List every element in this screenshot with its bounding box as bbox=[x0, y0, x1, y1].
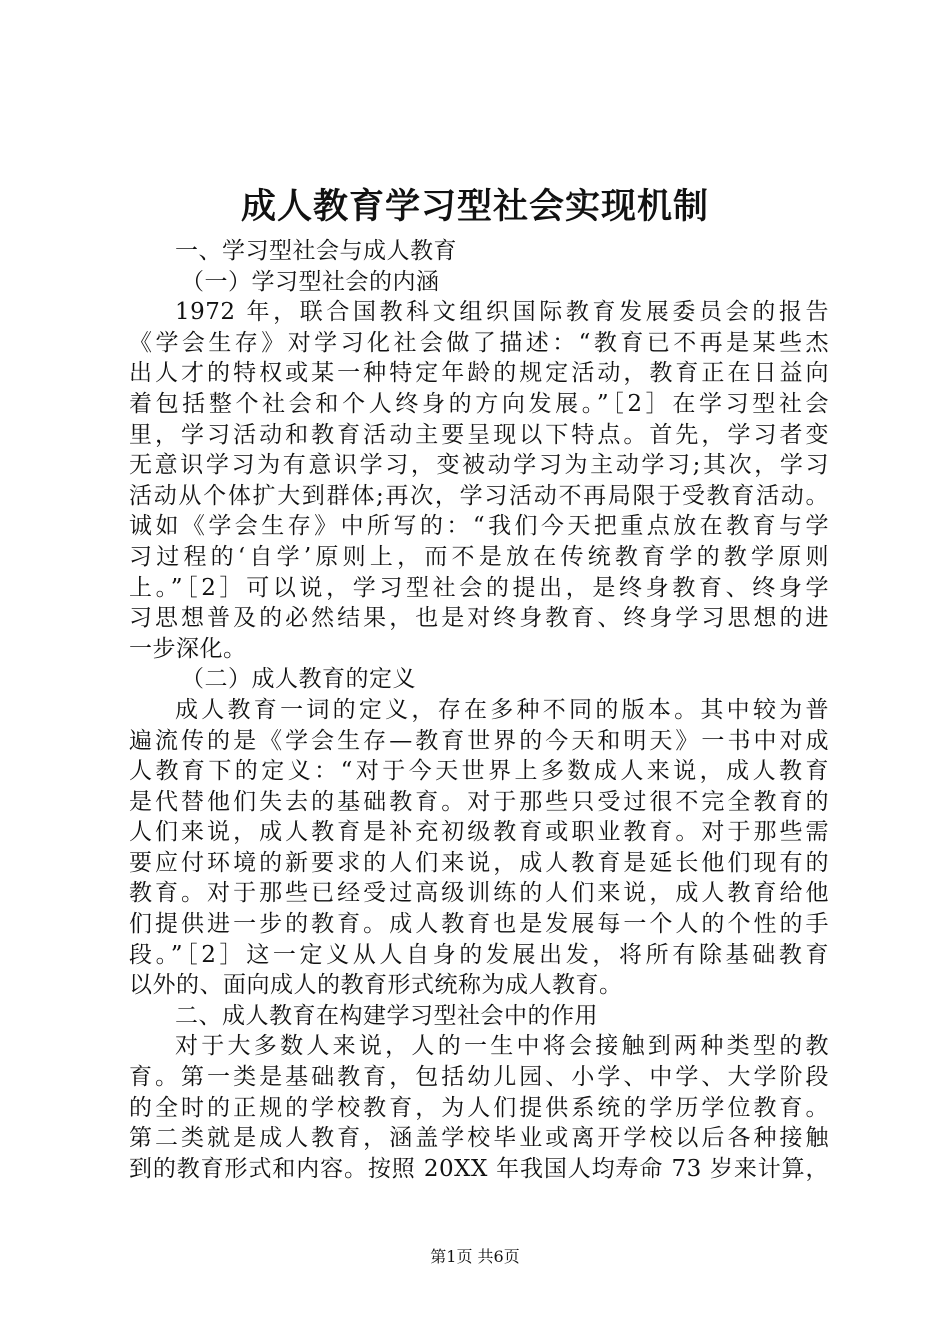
paragraph-line: 习思想普及的必然结果，也是对终身教育、终身学习思想的进 bbox=[129, 605, 829, 632]
paragraph-line: 出人才的特权或某一种特定年龄的规定活动，教育正在日益向 bbox=[129, 360, 829, 387]
paragraph-line: 到的教育形式和内容。按照 20XX 年我国人均寿命 73 岁来计算， bbox=[129, 1155, 829, 1182]
paragraph-line: 是代替他们失去的基础教育。对于那些只受过很不完全教育的 bbox=[129, 788, 829, 815]
paragraph-line: 诚如《学会生存》中所写的：“我们今天把重点放在教育与学 bbox=[129, 513, 829, 540]
paragraph-line: 对于大多数人来说，人的一生中将会接触到两种类型的教 bbox=[175, 1033, 829, 1060]
paragraph-line: 上。”［2］可以说，学习型社会的提出，是终身教育、终身学 bbox=[129, 574, 829, 601]
paragraph-line: 人教育下的定义：“对于今天世界上多数成人来说，成人教育 bbox=[129, 758, 829, 785]
section-heading-1: 一、学习型社会与成人教育 bbox=[175, 238, 457, 264]
paragraph-line: 段。”［2］这一定义从人自身的发展出发，将所有除基础教育 bbox=[129, 941, 829, 968]
paragraph-line: 无意识学习为有意识学习，变被动学习为主动学习;其次，学习 bbox=[129, 452, 829, 479]
paragraph-line: 里，学习活动和教育活动主要呈现以下特点。首先，学习者变 bbox=[129, 421, 829, 448]
paragraph-line: 育。第一类是基础教育，包括幼儿园、小学、中学、大学阶段 bbox=[129, 1064, 829, 1091]
paragraph-line: 《学会生存》对学习化社会做了描述：“教育已不再是某些杰 bbox=[129, 329, 829, 356]
paragraph-line: 一步深化。 bbox=[129, 635, 247, 662]
page-footer: 第1页 共6页 bbox=[430, 1247, 520, 1266]
paragraph-line: 遍流传的是《学会生存—教育世界的今天和明天》一书中对成 bbox=[129, 727, 829, 754]
paragraph-line: 第二类就是成人教育，涵盖学校毕业或离开学校以后各种接触 bbox=[129, 1125, 829, 1152]
subsection-heading-1: （一）学习型社会的内涵 bbox=[181, 268, 440, 295]
document-body bbox=[129, 236, 829, 1184]
section-heading-2: 二、成人教育在构建学习型社会中的作用 bbox=[175, 1002, 598, 1029]
paragraph-line: 着包括整个社会和个人终身的方向发展。”［2］在学习型社会 bbox=[129, 390, 829, 417]
document-title: 成人教育学习型社会实现机制 bbox=[240, 187, 709, 227]
paragraph-line: 习过程的‘自学’原则上，而不是放在传统教育学的教学原则 bbox=[129, 543, 829, 570]
paragraph-line: 教育。对于那些已经受过高级训练的人们来说，成人教育给他 bbox=[129, 880, 829, 907]
paragraph-line: 1972 年，联合国教科文组织国际教育发展委员会的报告 bbox=[175, 299, 829, 326]
subsection-heading-2: （二）成人教育的定义 bbox=[181, 666, 416, 693]
paragraph-line: 人们来说，成人教育是补充初级教育或职业教育。对于那些需 bbox=[129, 819, 829, 846]
paragraph-line: 成人教育一词的定义，存在多种不同的版本。其中较为普 bbox=[175, 696, 829, 723]
paragraph-line: 活动从个体扩大到群体;再次，学习活动不再局限于受教育活动。 bbox=[129, 482, 829, 509]
paragraph-line: 的全时的正规的学校教育，为人们提供系统的学历学位教育。 bbox=[129, 1094, 829, 1121]
paragraph-line: 们提供进一步的教育。成人教育也是发展每一个人的个性的手 bbox=[129, 911, 829, 938]
paragraph-line: 要应付环境的新要求的人们来说，成人教育是延长他们现有的 bbox=[129, 849, 829, 876]
paragraph-line: 以外的、面向成人的教育形式统称为成人教育。 bbox=[129, 972, 623, 999]
